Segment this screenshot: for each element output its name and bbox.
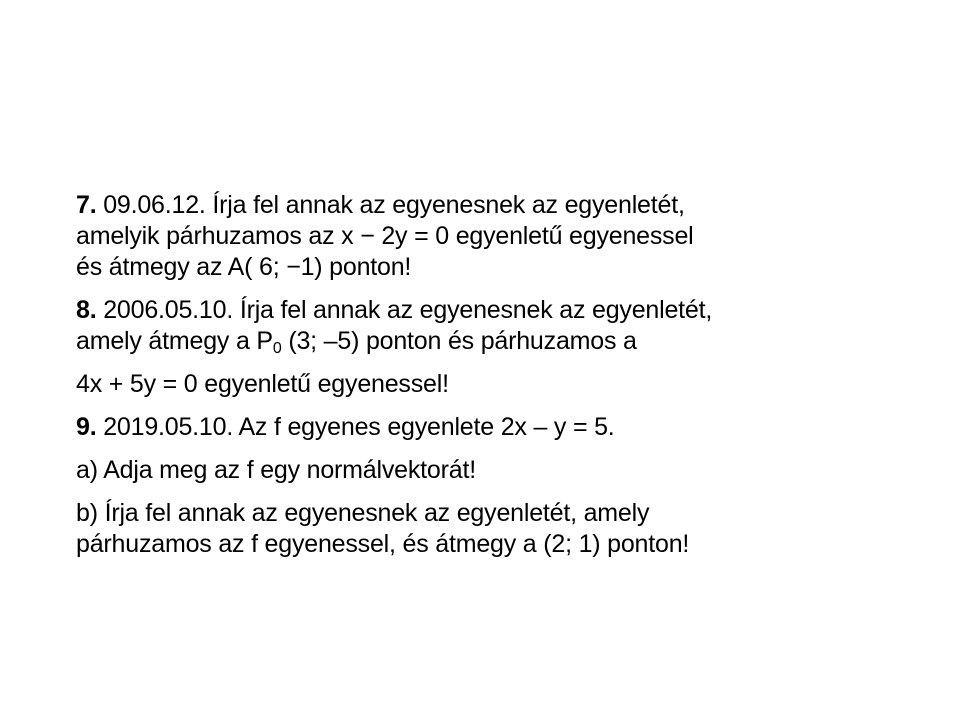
problem-9-part-b-line-2: párhuzamos az f egyenessel, és átmegy a (2; 1) ponton! — [76, 530, 690, 558]
problem-8-number: 8. — [76, 296, 97, 324]
problem-7-text-1: Írja fel annak az egyenesnek az egyenletét, — [212, 191, 685, 219]
problem-9-line-1 — [76, 412, 906, 443]
problem-8-line-1 — [76, 295, 906, 326]
problem-9-part-a-text: a) Adja meg az f egy normálvektorát! — [76, 456, 476, 484]
problem-8-line-2-suffix: (3; –5) ponton és párhuzamos a — [281, 327, 637, 355]
problem-7-date: 09.06.12. — [103, 191, 206, 219]
problem-9-text-1: Az f egyenes egyenlete 2x – y = 5. — [238, 413, 615, 441]
problem-8-text-1: Írja fel annak az egyenesnek az egyenletét, — [239, 296, 713, 324]
problem-8-line-2-prefix: amely átmegy a P — [76, 327, 273, 355]
problem-7-number: 7. — [76, 191, 97, 219]
problem-7 — [76, 190, 906, 283]
slide-content — [76, 190, 906, 572]
problem-8-equation — [76, 369, 906, 400]
problem-8-line-3: 4x + 5y = 0 egyenletű egyenessel! — [76, 370, 449, 398]
problem-9 — [76, 412, 906, 443]
problem-7-line-3: és átmegy az A( 6; −1) ponton! — [76, 253, 412, 281]
problem-8 — [76, 295, 906, 357]
problem-9-part-b-line-1: b) Írja fel annak az egyenesnek az egyenletét, amely — [76, 499, 650, 527]
problem-9-number: 9. — [76, 413, 97, 441]
problem-8-line-2 — [76, 326, 906, 357]
problem-9-part-a — [76, 455, 906, 486]
point-subscript: 0 — [272, 340, 282, 357]
problem-7-line-2: amelyik párhuzamos az x − 2y = 0 egyenletű egyenessel — [76, 222, 694, 250]
problem-9-part-b — [76, 498, 906, 560]
problem-7-line-1 — [76, 190, 906, 221]
problem-8-date: 2006.05.10. — [103, 296, 234, 324]
problem-9-date: 2019.05.10. — [103, 413, 234, 441]
